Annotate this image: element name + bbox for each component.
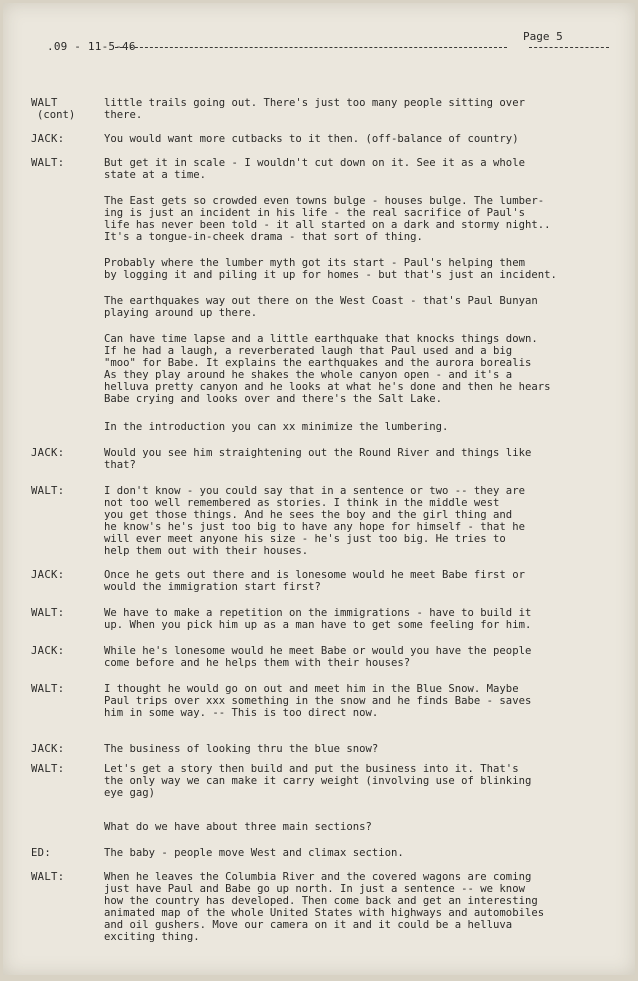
document-reference: .09 - 11-5-46 bbox=[47, 40, 136, 53]
speaker-label: WALT: bbox=[31, 607, 65, 619]
dialogue-text: Probably where the lumber myth got its start - Paul's helping them by logging it and piling it up for homes - but that's just an incident. bbox=[104, 257, 557, 281]
dialogue-text: We have to make a repetition on the immigrations - have to build it up. When you pick him up as a man have to get some feeling for him. bbox=[104, 607, 532, 631]
speaker-label: WALT: bbox=[31, 485, 65, 497]
dialogue-block bbox=[31, 485, 621, 557]
dialogue-text: When he leaves the Columbia River and the covered wagons are coming just have Paul and Babe go up north. In just a sentence -- we know how the country has developed. Then come back and get an interesting animated map of the whole United States with highways and automobiles and oil gushers. Move our camera on it and it could be a helluva exciting thing. bbox=[104, 871, 545, 943]
speaker-label: WALT: bbox=[31, 683, 65, 695]
dialogue-text: The earthquakes way out there on the West Coast - that's Paul Bunyan playing around up there. bbox=[104, 295, 538, 319]
dialogue-block bbox=[31, 743, 621, 755]
dialogue-text: The East gets so crowded even towns bulge - houses bulge. The lumber- ing is just an incident in his life - the real sacrifice of Paul's life has never been told - it all started on a dark and stormy night.. It's a tongue-in-cheek drama - that sort of thing. bbox=[104, 195, 551, 243]
dialogue-text: What do we have about three main sections? bbox=[104, 821, 372, 833]
dialogue-block bbox=[31, 847, 621, 859]
script-page bbox=[3, 3, 635, 975]
speaker-label: ED: bbox=[31, 847, 52, 859]
dialogue-block bbox=[31, 157, 621, 181]
speaker-label: JACK: bbox=[31, 447, 65, 459]
dialogue-block bbox=[31, 569, 621, 593]
speaker-label: JACK: bbox=[31, 133, 65, 145]
speaker-label: WALT: bbox=[31, 763, 65, 775]
dialogue-text: In the introduction you can xx minimize the lumbering. bbox=[104, 421, 449, 433]
dialogue-text: The baby - people move West and climax section. bbox=[104, 847, 404, 859]
dialogue-block bbox=[31, 645, 621, 669]
dialogue-block bbox=[31, 97, 621, 121]
continued-marker: (cont) bbox=[37, 109, 76, 121]
dialogue-block bbox=[31, 683, 621, 719]
speaker-label: WALT: bbox=[31, 157, 65, 169]
dialogue-block bbox=[31, 333, 621, 405]
dialogue-text: I thought he would go on out and meet him in the Blue Snow. Maybe Paul trips over xxx something in the snow and he finds Babe - saves him in some way. -- This is too direct now. bbox=[104, 683, 532, 719]
dialogue-text: Let's get a story then build and put the business into it. That's the only way we can make it carry weight (involving use of blinking eye gag) bbox=[104, 763, 532, 799]
dialogue-text: Would you see him straightening out the Round River and things like that? bbox=[104, 447, 532, 471]
dialogue-block bbox=[31, 133, 621, 145]
page-number: Page 5 bbox=[523, 30, 563, 43]
dialogue-text: Can have time lapse and a little earthquake that knocks things down. If he had a laugh, a reverberated laugh that Paul used and a big "moo" for Babe. It explains the earthquakes and the aurora borealis As they play around he shakes the whole canyon open - and it's a helluva pretty canyon and he looks at what he's done and then he hears Babe crying and looks over and there's the Salt Lake. bbox=[104, 333, 551, 405]
dialogue-text: I don't know - you could say that in a sentence or two -- they are not too well remembered as stories. I think in the middle west you get those things. And he sees the boy and the girl thing and he know's he's just too big to have any hope for himself - that he will ever meet anyone his size - he's just too big. He tries to help them out with their houses. bbox=[104, 485, 525, 557]
dialogue-text: But get it in scale - I wouldn't cut down on it. See it as a whole state at a time. bbox=[104, 157, 525, 181]
dialogue-block bbox=[31, 871, 621, 943]
speaker-label: JACK: bbox=[31, 645, 65, 657]
speaker-label: JACK: bbox=[31, 743, 65, 755]
header-rule bbox=[115, 47, 507, 49]
speaker-label: JACK: bbox=[31, 569, 65, 581]
dialogue-block bbox=[31, 763, 621, 799]
dialogue-block bbox=[31, 447, 621, 471]
dialogue-block bbox=[31, 195, 621, 243]
dialogue-block bbox=[31, 257, 621, 281]
dialogue-text: Once he gets out there and is lonesome would he meet Babe first or would the immigration start first? bbox=[104, 569, 525, 593]
dialogue-block bbox=[31, 607, 621, 631]
dialogue-text: The business of looking thru the blue snow? bbox=[104, 743, 379, 755]
dialogue-text: You would want more cutbacks to it then. (off-balance of country) bbox=[104, 133, 519, 145]
dialogue-block bbox=[31, 295, 621, 319]
speaker-label: WALT bbox=[31, 97, 58, 109]
dialogue-block bbox=[31, 421, 621, 433]
dialogue-text: While he's lonesome would he meet Babe or would you have the people come before and he helps them with their houses? bbox=[104, 645, 532, 669]
dialogue-block bbox=[31, 821, 621, 833]
speaker-label: WALT: bbox=[31, 871, 65, 883]
dialogue-text: little trails going out. There's just too many people sitting over there. bbox=[104, 97, 525, 121]
header-rule-right bbox=[529, 47, 609, 49]
